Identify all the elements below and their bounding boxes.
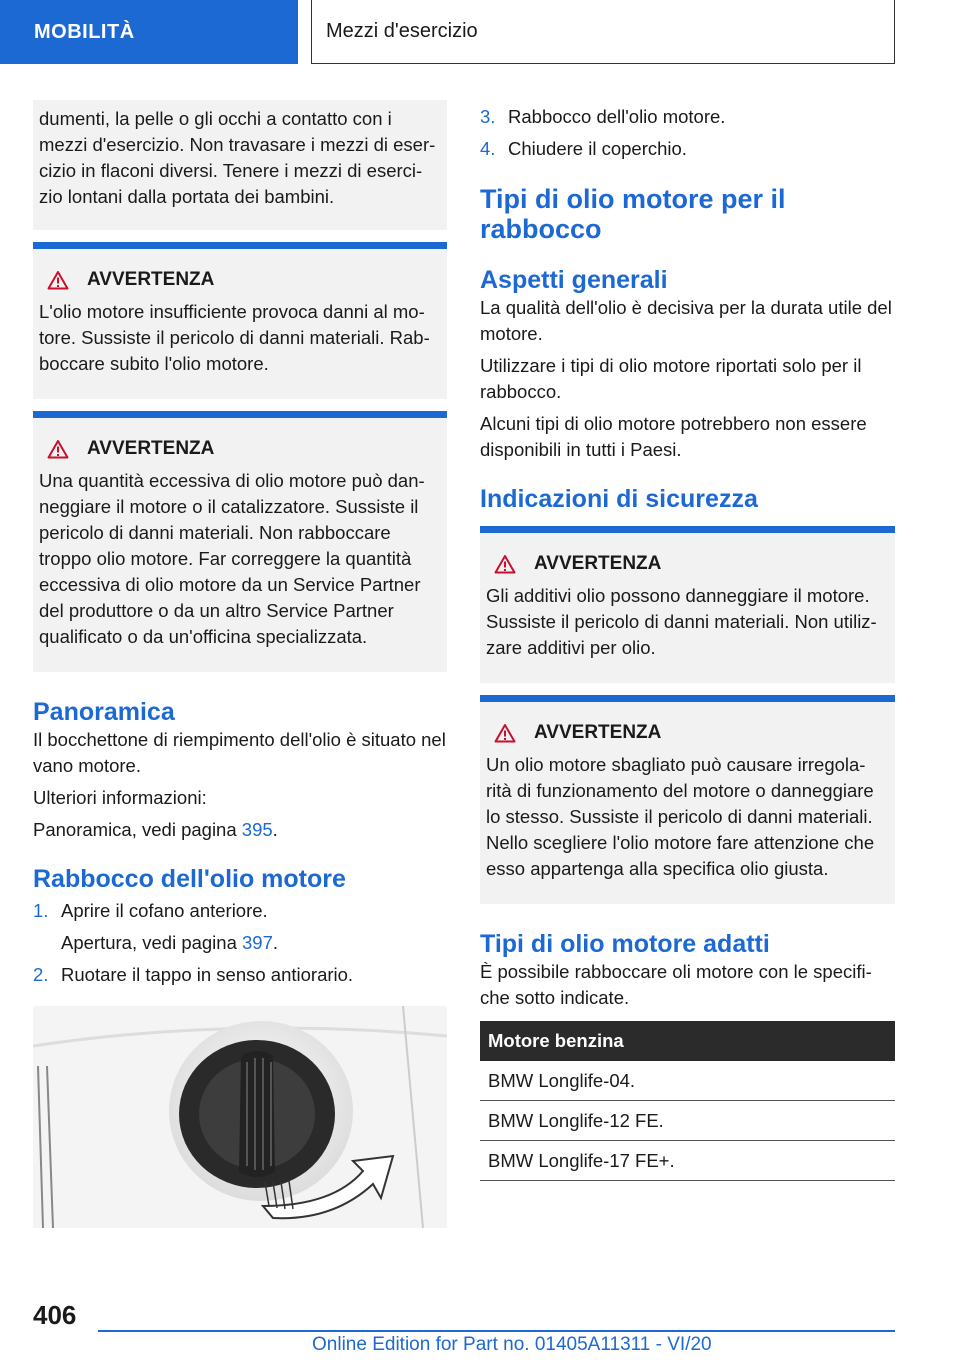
list-item xyxy=(33,898,447,924)
continued-safety-text: dumenti, la pelle o gli occhi a contatto con i mezzi d'esercizio. Non travasare i mezzi di eser- cizio in flaconi diversi. Tenere i mezzi di eserci- zio lontani dalla portata dei bambini. xyxy=(39,108,436,207)
list-subitem xyxy=(33,930,447,956)
edition-footer: Online Edition for Part no. 01405A11311 - VI/20 xyxy=(312,1334,712,1355)
heading-sicurezza: Indicazioni di sicurezza xyxy=(480,485,758,513)
warning-title: AVVERTENZA xyxy=(87,269,215,290)
panoramica-text-1: Il bocchettone di riempimento dell'olio è situato nel vano motore. xyxy=(33,729,446,776)
warning-header xyxy=(39,436,441,462)
table-header-row xyxy=(480,1021,895,1061)
page-link-395[interactable]: 395 xyxy=(241,819,273,840)
warning-text: Un olio motore sbagliato può causare irregola- rità di funzionamento del motore o danneggiare lo stesso. Sussiste il pericolo di danni materiali. Nello scegliere l'olio motore fare attenzione che esso appartenga alla specifica olio giusta. xyxy=(486,754,875,879)
warning-header xyxy=(39,267,441,293)
warning-box-4 xyxy=(480,695,895,904)
warning-title: AVVERTENZA xyxy=(534,553,662,574)
warning-text: Gli additivi olio possono danneggiare il motore. Sussiste il pericolo di danni materiali. Non utiliz- zare additivi per olio. xyxy=(486,585,877,658)
warning-box-1 xyxy=(33,242,447,399)
oil-cap-drawing xyxy=(33,1006,447,1228)
table-header: Motore benzina xyxy=(480,1021,895,1061)
oil-spec-table xyxy=(480,1021,895,1181)
warning-title: AVVERTENZA xyxy=(534,722,662,743)
continued-safety-box xyxy=(33,100,447,230)
heading-rabbocco: Rabbocco dell'olio motore xyxy=(33,865,346,893)
warning-title: AVVERTENZA xyxy=(87,438,215,459)
table-cell: BMW Longlife-04. xyxy=(480,1061,895,1101)
footer-divider xyxy=(98,1330,895,1332)
table-row xyxy=(480,1101,895,1141)
aspetti-text-3: Alcuni tipi di olio motore potrebbero non essere disponibili in tutti i Paesi. xyxy=(480,413,867,460)
section-title-text: Mezzi d'esercizio xyxy=(326,20,478,42)
ref-end: . xyxy=(272,932,279,953)
table-row xyxy=(480,1061,895,1101)
page-link-397[interactable]: 397 xyxy=(242,932,273,953)
warning-triangle-icon xyxy=(494,723,516,743)
right-column xyxy=(480,104,895,1181)
chapter-tab: MOBILITÀ xyxy=(0,0,298,64)
aspetti-text-1: La qualità dell'olio è decisiva per la durata utile del motore. xyxy=(480,297,892,344)
step-text: Chiudere il coperchio. xyxy=(508,138,687,159)
list-item xyxy=(480,136,895,162)
ref-end: . xyxy=(272,819,278,840)
warning-triangle-icon xyxy=(47,439,69,459)
heading-aspetti: Aspetti generali xyxy=(480,266,668,294)
list-item xyxy=(33,962,447,988)
list-number: 2. xyxy=(33,964,49,985)
table-row xyxy=(480,1141,895,1181)
step-text: Rabbocco dell'olio motore. xyxy=(508,106,726,127)
ref-text: Apertura, vedi pagina xyxy=(61,932,243,953)
aspetti-text-2: Utilizzare i tipi di olio motore riportati solo per il rabbocco. xyxy=(480,355,862,402)
page-number: 406 xyxy=(33,1300,77,1330)
warning-text: Una quantità eccessiva di olio motore può dan- neggiare il motore o il catalizzatore. Sussiste il pericolo di danni materiali. Non rabboccare troppo olio motore. Far correggere la quantità eccessiva di olio motore da un Service Partner del produttore o da un altro Service Partner qualificato o da un'officina specializzata. xyxy=(39,470,425,647)
heading-panoramica: Panoramica xyxy=(33,698,175,726)
step-text: Ruotare il tappo in senso antiorario. xyxy=(61,964,354,985)
heading-tipi-rabbocco: Tipi di olio motore per il rabbocco xyxy=(480,184,786,244)
ref-text: Panoramica, vedi pagina xyxy=(33,819,242,840)
list-number: 3. xyxy=(480,106,496,127)
left-column xyxy=(33,100,447,1228)
table-cell: BMW Longlife-17 FE+. xyxy=(480,1141,895,1181)
warning-header xyxy=(486,551,889,577)
heading-adatti: Tipi di olio motore adatti xyxy=(480,930,770,958)
section-title xyxy=(311,0,895,64)
adatti-text: È possibile rabboccare oli motore con le specifi- che sotto indicate. xyxy=(480,961,872,1008)
warning-header xyxy=(486,720,889,746)
warning-box-2 xyxy=(33,411,447,672)
warning-triangle-icon xyxy=(47,270,69,290)
list-number: 1. xyxy=(33,900,49,921)
warning-triangle-icon xyxy=(494,554,516,574)
oil-cap-illustration xyxy=(33,1006,447,1228)
list-number: 4. xyxy=(480,138,496,159)
table-cell: BMW Longlife-12 FE. xyxy=(480,1101,895,1141)
warning-box-3 xyxy=(480,526,895,683)
panoramica-text-2: Ulteriori informazioni: xyxy=(33,787,207,808)
step-text: Aprire il cofano anteriore. xyxy=(61,900,268,921)
step-subref xyxy=(61,930,278,956)
panoramica-ref xyxy=(33,817,447,843)
list-item xyxy=(480,104,895,130)
warning-text: L'olio motore insufficiente provoca danni al mo- tore. Sussiste il pericolo di danni materiali. Rab- boccare subito l'olio motore. xyxy=(39,301,430,374)
